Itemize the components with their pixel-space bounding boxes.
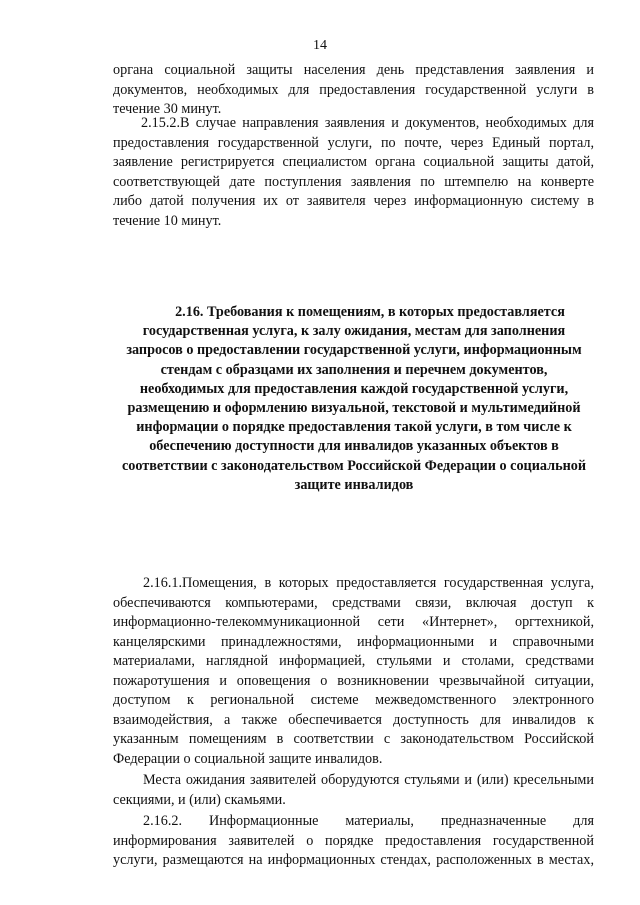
paragraph-line: заявление регистрируется специалистом органа социальной защиты датой, — [113, 154, 594, 170]
paragraph-line: информирования заявителей о порядке предоставления государственной — [113, 832, 594, 849]
paragraph-line: органа социальной защиты населения день представления заявления и — [113, 62, 594, 78]
paragraph-line: секциями, и (или) скамьями. — [113, 791, 286, 808]
paragraph-line: указанным помещениям в соответствии с законодательством Российской — [113, 731, 594, 747]
paragraph-waiting-places — [113, 771, 594, 810]
paragraph-line: предоставления государственной услуги, по почте, через Единый портал, — [113, 134, 594, 151]
paragraph-line: документов, необходимых для предоставления государственной услуги в — [113, 81, 594, 98]
heading-line: запросов о предоставлении государственной услуги, информационным — [126, 342, 582, 359]
paragraph-line: канцелярскими принадлежностями, информационными и справочными — [113, 633, 594, 650]
heading-line: соответствии с законодательством Российской Федерации о социальной — [121, 457, 587, 474]
heading-line: стендам с образцами их заполнения и перечнем документов, — [160, 361, 548, 378]
paragraph-line: обеспечиваются компьютерами, средствами связи, включая доступ к — [113, 594, 594, 611]
heading-line: обеспечению доступности для инвалидов указанных объектов в — [149, 438, 559, 455]
paragraph-line: 2.15.2.В случае направления заявления и документов, необходимых для — [141, 115, 594, 131]
heading-line: информации о порядке предоставления такой услуги, в том числе к — [136, 419, 572, 436]
paragraph-continuation — [113, 61, 594, 120]
paragraph-line: взаимодействия, а также обеспечивается доступность для инвалидов к — [113, 711, 594, 728]
page-number: 14 — [313, 38, 327, 53]
paragraph-line: 2.16.1.Помещения, в которых предоставляется государственная услуга, — [143, 575, 594, 591]
heading-line: государственная услуга, к залу ожидания, местам для заполнения — [142, 323, 566, 340]
paragraph-line: 2.16.2. Информационные материалы, предназначенные для — [143, 813, 594, 829]
paragraph-line: доступом к региональной системе межведомственного электронного — [113, 692, 594, 708]
paragraph-line: услуги, размещаются на информационных стендах, расположенных в местах, — [113, 852, 594, 868]
paragraph-line: соответствующей дате поступления заявления по штемпелю на конверте — [113, 173, 594, 190]
paragraph-line: материалами, наглядной информацией, стульями и столами, средствами — [113, 653, 594, 669]
paragraph-2-16-2 — [113, 812, 594, 871]
heading-line: защите инвалидов — [294, 476, 414, 493]
paragraph-line: пожаротушения и оповещения о возникновении чрезвычайной ситуации, — [113, 672, 594, 689]
section-heading-2-16 — [110, 303, 598, 495]
paragraph-line: Места ожидания заявителей оборудуются стульями и (или) кресельными — [143, 772, 594, 788]
heading-line: необходимых для предоставления каждой государственной услуги, — [139, 380, 569, 397]
paragraph-line: информационно-телекоммуникационной сети «Интернет», оргтехникой, — [113, 614, 594, 630]
paragraph-2-16-1 — [113, 574, 594, 769]
paragraph-line: течение 10 минут. — [113, 212, 222, 229]
paragraph-line: течение 30 минут. — [113, 101, 222, 117]
heading-line: размещению и оформлению визуальной, текстовой и мультимедийной — [127, 400, 581, 417]
heading-line: 2.16. Требования к помещениям, в которых предоставляется — [175, 304, 565, 320]
paragraph-2-15-2 — [113, 114, 594, 231]
paragraph-line: Федерации о социальной защите инвалидов. — [113, 750, 383, 767]
paragraph-line: либо датой получения их от заявителя через информационную систему в — [113, 193, 594, 209]
